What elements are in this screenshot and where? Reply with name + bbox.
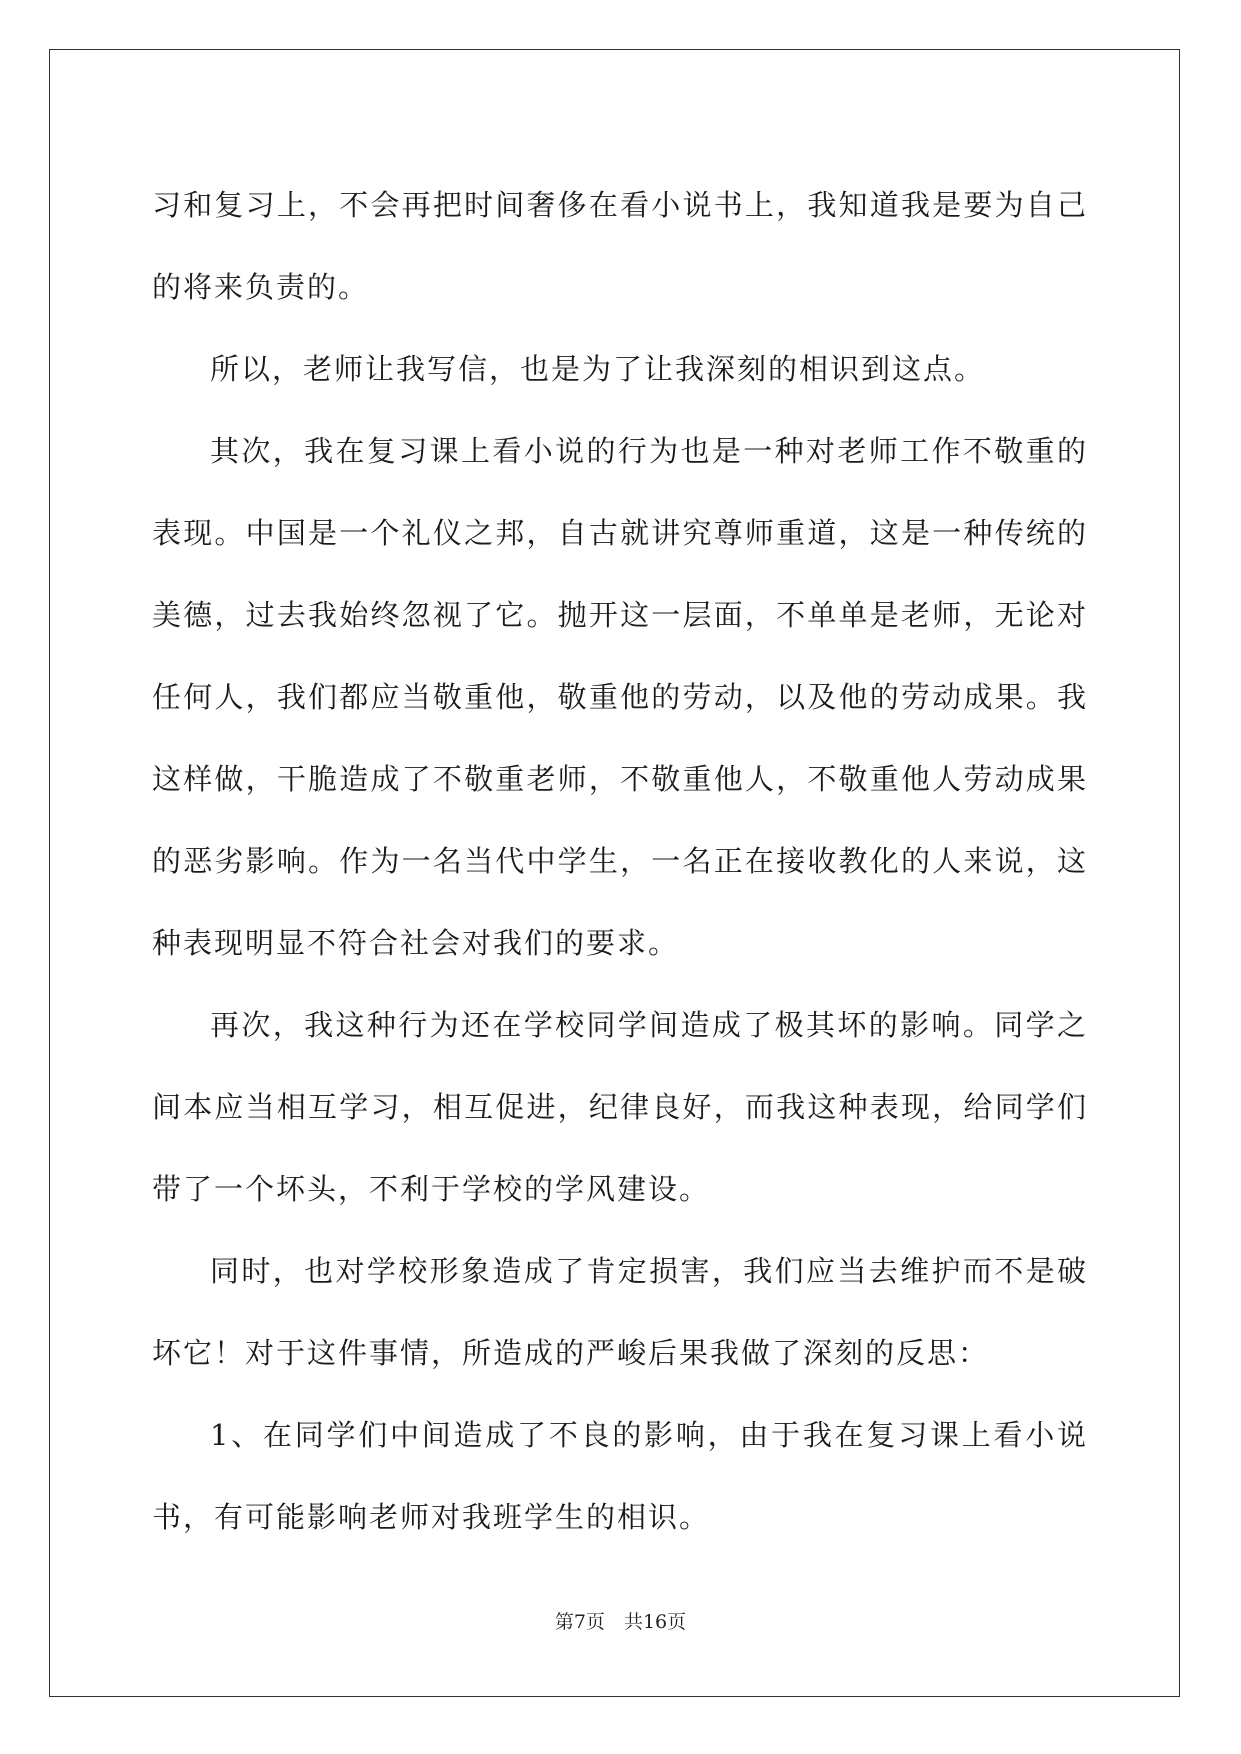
paragraph-2: 所以，老师让我写信，也是为了让我深刻的相识到这点。 <box>210 352 986 386</box>
paragraph-1: 习和复习上，不会再把时间奢侈在看小说书上，我知道我是要为自己的将来负责的。 <box>152 188 1088 304</box>
paragraph-4: 再次，我这种行为还在学校同学间造成了极其坏的影响。同学之间本应当相互学习，相互促进，纪律良好，而我这种表现，给同学们带了一个坏头，不利于学校的学风建设。 <box>152 1008 1088 1206</box>
page-footer <box>0 1610 1241 1634</box>
paragraph-6: 1、在同学们中间造成了不良的影响，由于我在复习课上看小说书，有可能影响老师对我班学生的相识。 <box>152 1418 1088 1534</box>
paragraph-3: 其次，我在复习课上看小说的行为也是一种对老师工作不敬重的表现。中国是一个礼仪之邦，自古就讲究尊师重道，这是一种传统的美德，过去我始终忽视了它。抛开这一层面，不单单是老师，无论对任何人，我们都应当敬重他，敬重他的劳动，以及他的劳动成果。我这样做，干脆造成了不敬重老师，不敬重他人，不敬重他人劳动成果的恶劣影响。作为一名当代中学生，一名正在接收教化的人来说，这种表现明显不符合社会对我们的要求。 <box>152 434 1088 960</box>
paragraph-5: 同时，也对学校形象造成了肯定损害，我们应当去维护而不是破坏它！对于这件事情，所造成的严峻后果我做了深刻的反思： <box>152 1254 1088 1370</box>
document-body <box>152 164 1088 1558</box>
page-number-label: 第7页 共16页 <box>554 1611 687 1633</box>
